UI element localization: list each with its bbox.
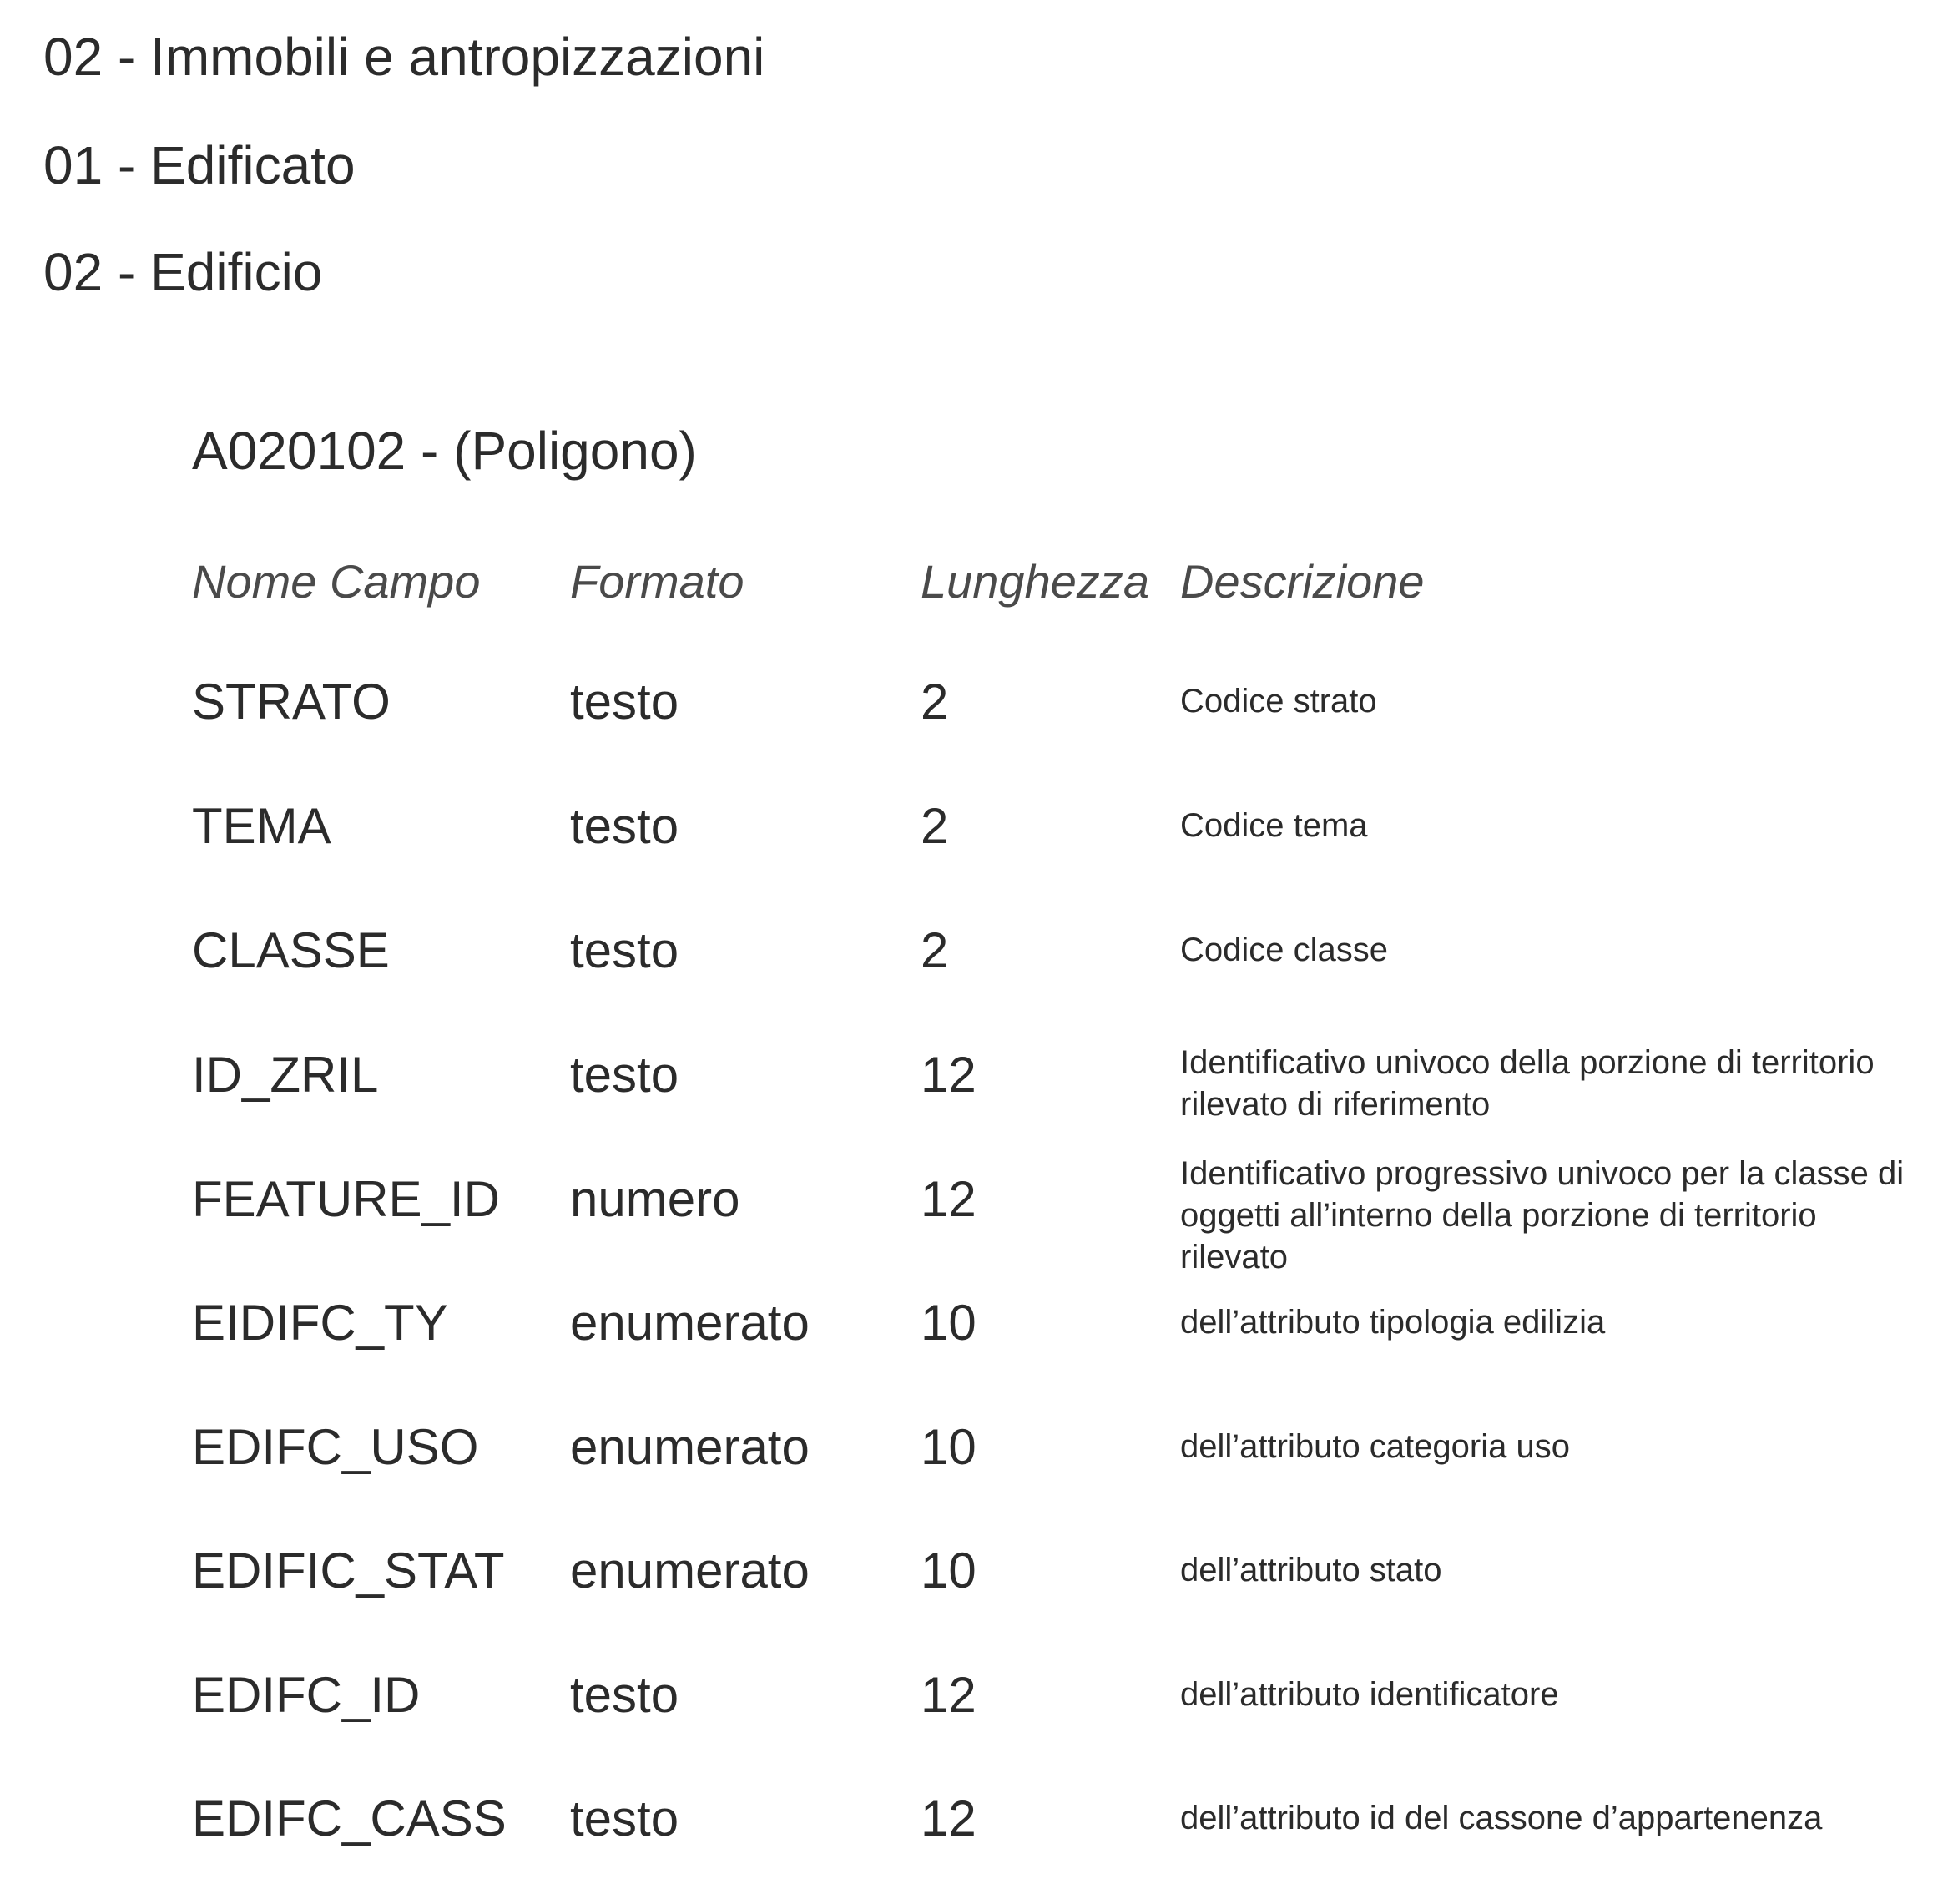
field-name: EDIFIC_STAT — [192, 1543, 505, 1598]
field-length: 12 — [921, 1790, 977, 1846]
field-name: EDIFC_ID — [192, 1667, 421, 1723]
tema-heading: 01 - Edificato — [43, 135, 356, 195]
header-name: Nome Campo — [192, 555, 481, 608]
field-description: Identificativo progressivo univoco per la classe di oggetti all’interno della porzione di territorio rilevato — [1180, 1155, 1905, 1275]
field-format: testo — [570, 1790, 679, 1846]
field-description: dell’attributo id del cassone d’appartenenza — [1180, 1800, 1823, 1836]
field-name: STRATO — [192, 674, 391, 730]
field-length: 12 — [921, 1047, 977, 1103]
table-row — [0, 1787, 1948, 1904]
table-row — [0, 1291, 1948, 1408]
header-format: Formato — [570, 555, 744, 608]
field-length: 2 — [921, 922, 949, 978]
field-format: enumerato — [570, 1543, 810, 1598]
field-name: CLASSE — [192, 922, 390, 978]
field-format: numero — [570, 1171, 740, 1227]
strato-heading: 02 - Immobili e antropizzazioni — [43, 27, 765, 87]
table-row — [0, 670, 1948, 787]
table-row — [0, 1043, 1948, 1160]
table-row — [0, 1155, 1948, 1285]
table-row — [0, 1539, 1948, 1656]
field-format: testo — [570, 674, 679, 730]
table-row — [0, 919, 1948, 1036]
field-description: dell’attributo categoria uso — [1180, 1428, 1570, 1465]
field-length: 10 — [921, 1419, 977, 1475]
field-length: 10 — [921, 1543, 977, 1598]
header-length: Lunghezza — [921, 555, 1150, 608]
field-format: testo — [570, 1667, 679, 1723]
field-format: enumerato — [570, 1295, 810, 1351]
classe-heading: 02 - Edificio — [43, 242, 323, 302]
field-format: testo — [570, 1047, 679, 1103]
field-description: dell’attributo identificatore — [1180, 1676, 1559, 1713]
table-row — [0, 1416, 1948, 1533]
field-length: 2 — [921, 798, 949, 854]
field-name: EDIFC_USO — [192, 1419, 479, 1475]
field-format: enumerato — [570, 1419, 810, 1475]
header-description: Descrizione — [1180, 555, 1425, 608]
field-format: testo — [570, 922, 679, 978]
field-name: FEATURE_ID — [192, 1171, 500, 1227]
field-description: dell’attributo tipologia edilizia — [1180, 1304, 1606, 1341]
field-name: TEMA — [192, 798, 331, 854]
field-name: EDIFC_CASS — [192, 1790, 507, 1846]
field-name: EIDIFC_TY — [192, 1295, 448, 1351]
field-description: Codice strato — [1180, 683, 1377, 720]
field-length: 10 — [921, 1295, 977, 1351]
table-row — [0, 1664, 1948, 1780]
field-description: dell’attributo stato — [1180, 1552, 1442, 1588]
table-row — [0, 795, 1948, 912]
field-format: testo — [570, 798, 679, 854]
field-length: 12 — [921, 1667, 977, 1723]
field-name: ID_ZRIL — [192, 1047, 379, 1103]
field-length: 12 — [921, 1171, 977, 1227]
field-description: Identificativo univoco della porzione di territorio rilevato di riferimento — [1180, 1044, 1875, 1123]
field-length: 2 — [921, 674, 949, 730]
field-description: Codice tema — [1180, 807, 1368, 844]
field-description: Codice classe — [1180, 932, 1389, 968]
layer-code-title: A020102 - (Poligono) — [192, 421, 697, 481]
